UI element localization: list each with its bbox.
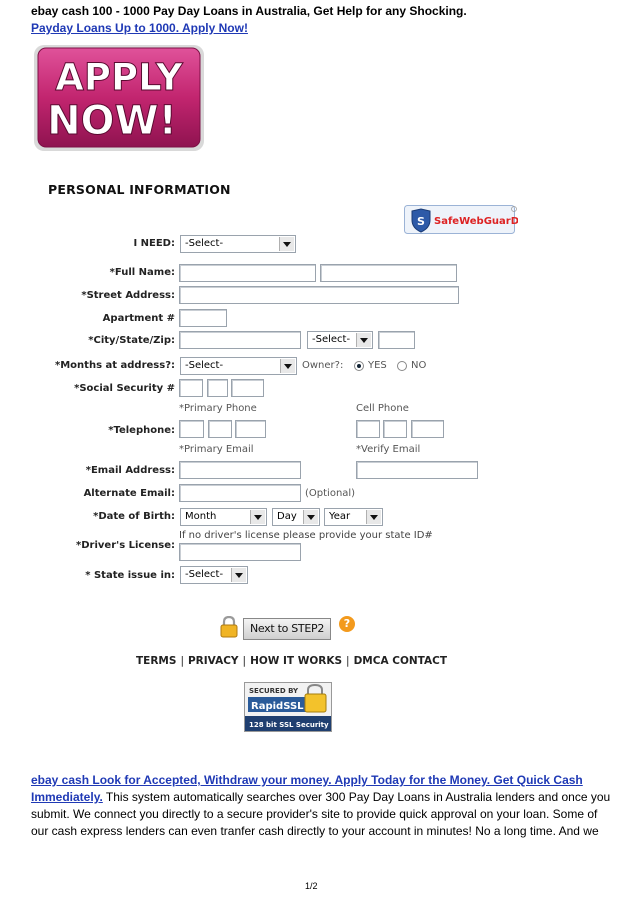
apply-line1: APPLY bbox=[55, 56, 183, 99]
how-it-works-link[interactable]: HOW IT WORKS bbox=[250, 655, 343, 667]
rapidssl-badge bbox=[244, 682, 332, 732]
label-email: *Email Address: bbox=[85, 465, 175, 476]
last-name-input[interactable] bbox=[320, 264, 457, 282]
verify-email-input[interactable] bbox=[356, 461, 478, 479]
safewebguard-badge bbox=[404, 205, 518, 235]
dob-year-select[interactable] bbox=[324, 508, 383, 526]
apartment-input[interactable] bbox=[179, 309, 227, 327]
safewebguard-text: SafeWebGuarD bbox=[434, 216, 518, 227]
label-license: *Driver's License: bbox=[76, 540, 175, 551]
months-select[interactable] bbox=[180, 357, 297, 375]
terms-link[interactable]: TERMS bbox=[136, 655, 177, 667]
i-need-select[interactable] bbox=[180, 235, 296, 253]
owner-label: Owner?: bbox=[302, 360, 344, 371]
body-paragraph bbox=[31, 772, 611, 840]
chevron-down-icon bbox=[366, 510, 381, 524]
day-value: Day bbox=[277, 511, 297, 522]
state-select[interactable] bbox=[307, 331, 373, 349]
ssl-line3: 128 bit SSL Security bbox=[249, 721, 329, 729]
ssl-line1: SECURED BY bbox=[249, 687, 299, 695]
footer-links bbox=[136, 655, 447, 667]
body-text: This system automatically searches over 300 Pay Day Loans in Australia lenders and once you submit. We connect you directly to a secure provider's site to provide quick approval on your loan. Some of our cash express lenders can even tranfer cash directly to your account in minutes! No a long time. And we bbox=[31, 790, 611, 838]
chevron-down-icon bbox=[250, 510, 265, 524]
cell-phone-label: Cell Phone bbox=[356, 403, 409, 414]
owner-no-radio[interactable] bbox=[397, 361, 407, 371]
state-value: -Select- bbox=[312, 334, 351, 345]
dob-month-select[interactable] bbox=[180, 508, 267, 526]
body-link[interactable]: ebay cash Look for Accepted, Withdraw your money. Apply Today for the Money. Get Quick Cash Immediately. bbox=[31, 773, 583, 804]
state-issue-select[interactable] bbox=[180, 566, 248, 584]
optional-label: (Optional) bbox=[305, 488, 356, 499]
phone-prefix-input[interactable] bbox=[208, 420, 232, 438]
label-street: *Street Address: bbox=[81, 290, 175, 301]
primary-phone-label: *Primary Phone bbox=[179, 403, 257, 414]
chevron-down-icon bbox=[231, 568, 246, 582]
year-value: Year bbox=[329, 511, 351, 522]
months-value: -Select- bbox=[185, 360, 224, 371]
label-apartment: Apartment # bbox=[102, 313, 175, 324]
alt-email-input[interactable] bbox=[179, 484, 301, 502]
privacy-link[interactable]: PRIVACY bbox=[187, 655, 239, 667]
label-months: *Months at address?: bbox=[55, 360, 175, 371]
label-dob: *Date of Birth: bbox=[93, 511, 175, 522]
owner-no-label: NO bbox=[411, 360, 427, 371]
form-heading: PERSONAL INFORMATION bbox=[48, 182, 231, 197]
primary-email-label: *Primary Email bbox=[179, 444, 254, 455]
month-value: Month bbox=[185, 511, 217, 522]
dob-day-select[interactable] bbox=[272, 508, 320, 526]
top-apply-link[interactable]: Payday Loans Up to 1000. Apply Now! bbox=[31, 21, 248, 35]
first-name-input[interactable] bbox=[179, 264, 316, 282]
i-need-value: -Select- bbox=[185, 238, 224, 249]
cell-prefix-input[interactable] bbox=[383, 420, 407, 438]
verify-email-label: *Verify Email bbox=[356, 444, 421, 455]
zip-input[interactable] bbox=[378, 331, 415, 349]
lock-icon bbox=[220, 616, 238, 638]
license-hint: If no driver's license please provide your state ID# bbox=[179, 530, 433, 541]
label-alt-email: Alternate Email: bbox=[83, 488, 175, 499]
footer-separator: | bbox=[180, 655, 184, 667]
help-icon[interactable]: ? bbox=[339, 616, 355, 632]
page-number: 1/2 bbox=[305, 881, 318, 891]
ssl-line2: RapidSSL bbox=[251, 701, 304, 712]
city-input[interactable] bbox=[179, 331, 301, 349]
label-i-need: I NEED: bbox=[133, 238, 175, 249]
phone-area-input[interactable] bbox=[179, 420, 204, 438]
cell-area-input[interactable] bbox=[356, 420, 380, 438]
footer-separator: | bbox=[346, 655, 350, 667]
ssn-part1-input[interactable] bbox=[179, 379, 203, 397]
page-title: ebay cash 100 - 1000 Pay Day Loans in Australia, Get Help for any Shocking. bbox=[31, 4, 467, 18]
cell-line-input[interactable] bbox=[411, 420, 444, 438]
chevron-down-icon bbox=[303, 510, 318, 524]
email-input[interactable] bbox=[179, 461, 301, 479]
owner-yes-radio[interactable] bbox=[354, 361, 364, 371]
chevron-down-icon bbox=[356, 333, 371, 347]
chevron-down-icon bbox=[279, 237, 294, 251]
next-step-button[interactable]: Next to STEP2 bbox=[243, 618, 331, 640]
dmca-contact-link[interactable]: DMCA CONTACT bbox=[353, 655, 448, 667]
chevron-down-icon bbox=[280, 359, 295, 373]
owner-yes-label: YES bbox=[368, 360, 387, 371]
label-full-name: *Full Name: bbox=[109, 267, 175, 278]
ssn-part2-input[interactable] bbox=[207, 379, 228, 397]
svg-text:S: S bbox=[417, 215, 425, 228]
label-state-issue: * State issue in: bbox=[85, 570, 175, 581]
state-issue-value: -Select- bbox=[185, 569, 224, 580]
license-input[interactable] bbox=[179, 543, 301, 561]
apply-now-banner[interactable] bbox=[32, 43, 208, 154]
street-input[interactable] bbox=[179, 286, 459, 304]
apply-line2: NOW! bbox=[47, 98, 177, 144]
footer-separator: | bbox=[242, 655, 247, 667]
label-city-state-zip: *City/State/Zip: bbox=[88, 335, 175, 346]
label-telephone: *Telephone: bbox=[108, 425, 175, 436]
ssn-part3-input[interactable] bbox=[231, 379, 264, 397]
phone-line-input[interactable] bbox=[235, 420, 266, 438]
label-ssn: *Social Security # bbox=[74, 383, 175, 394]
apply-now-graphic bbox=[32, 43, 208, 154]
